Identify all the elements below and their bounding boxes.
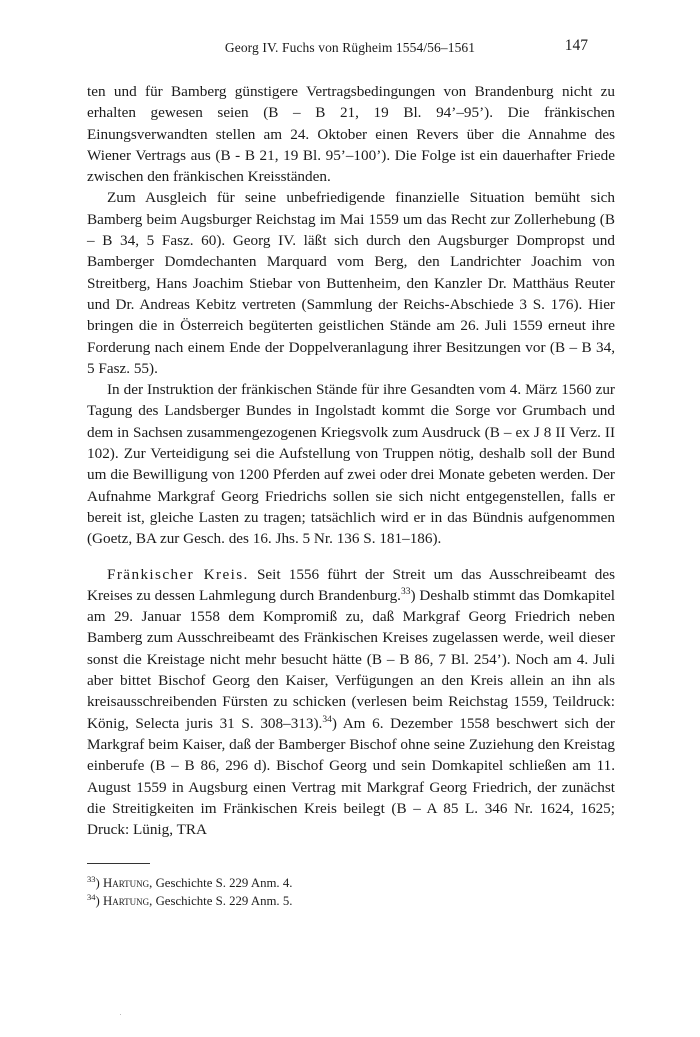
footnote-text: , Geschichte S. 229 Anm. 5. bbox=[149, 894, 293, 908]
footnote-ref-33[interactable]: 33 bbox=[400, 586, 411, 597]
paragraph-2: Zum Ausgleich für seine unbefriedigende finanzielle Situation bemüht sich Bamberg beim Augsburger Reichstag im Mai 1559 um das Recht zur Zollerhebung (B – B 34, 5 Fasz. 60). Georg IV. läßt sich durch den Augsburger Dompropst und Bamberger Domdechanten Marquard vom Berg, den Landrichter Joachim von Streitberg, Hans Joachim Stiebar von Buttenheim, den Kanzler Dr. Matthäus Reuter und Dr. Andreas Kebitz vertreten (Sammlung der Reichs-Abschiede 3 S. 176). Hier bringen die in Österreich begüterten geistlichen Stände am 26. Juli 1559 erneut ihre Forderung nach einem Ende der Doppelveranlagung ihrer Besitzungen vor (B – B 34, 5 Fasz. 55). bbox=[87, 189, 615, 377]
body-text bbox=[87, 81, 615, 840]
footnote-number: 33 bbox=[87, 874, 96, 884]
scan-speck bbox=[120, 1014, 121, 1015]
footnote-author: Hartung bbox=[102, 876, 150, 890]
footnote-mark: $^{33}$) bbox=[87, 874, 100, 890]
paragraph-4-part-c: ) Am 6. Dezember 1558 beschwert sich der Markgraf beim Kaiser, daß der Bamberger Bischof ohne seine Zuziehung den Kreistag einberufe (B – B 86, 296 d). Bischof Georg und sein Domkapitel schließen am 11. August 1559 in Augsburg einen Vertrag mit Markgraf Georg Friedrich, der zunächst die Streitigkeiten im Fränkischen Kreis beilegt (B – A 85 L. 346 Nr. 1624, 1625; Druck: Lünig, TRA bbox=[87, 714, 615, 839]
paragraph-4 bbox=[87, 564, 615, 841]
page-number: 147 bbox=[564, 37, 588, 54]
footnote-mark: $^{34}$) bbox=[87, 892, 100, 908]
footnotes bbox=[87, 874, 615, 910]
paragraph-4-part-b: ) Deshalb stimmt das Domkapitel am 29. Januar 1558 dem Kompromiß zu, daß Markgraf Georg Friedrich neben Bamberg zum Ausschreibeamt des Fränkischen Kreises zugelassen werde, weil dieser sonst die Kreistage nicht mehr besucht hätte (B – B 86, 7 Bl. 254’). Noch am 4. Juli aber bittet Bischof Georg den Kaiser, Verfügungen an den Kreis allein an ihn als kreisausschreibenden Fürsten zu schicken (verlesen beim Reichstag 1559, Teildruck: König, Selecta juris 31 S. 308–313). bbox=[87, 586, 616, 732]
footnote-34 bbox=[87, 892, 615, 910]
footnote-author: Hartung bbox=[102, 894, 150, 908]
paragraph-1: ten und für Bamberg günstigere Vertragsbedingungen von Brandenburg nicht zu erhalten gewesen seien (B – B 21, 19 Bl. 94’–95’). Die fränkischen Einungsverwandten stellen am 24. Oktober einen Revers über die Annahme des Wiener Vertrags aus (B - B 21, 19 Bl. 95’–100’). Die Folge ist ein dauerhafter Friede zwischen den fränkischen Kreisständen. bbox=[87, 83, 615, 186]
running-head: Georg IV. Fuchs von Rügheim 1554/56–1561 bbox=[224, 40, 476, 55]
footnote-text: , Geschichte S. 229 Anm. 4. bbox=[149, 876, 293, 890]
paragraph-3: In der Instruktion der fränkischen Stände für ihre Gesandten vom 4. März 1560 zur Tagung des Landsberger Bundes in Ingolstadt kommt die Sorge vor Grumbach und dem in Sachsen zusammengezogenen Kriegsvolk zum Ausdruck (B – ex J 8 II Verz. II 102). Zur Verteidigung sei die Aufstellung von Truppen nötig, deshalb soll der Bund um die Bewilligung von 1200 Pferden auf zwei oder drei Monate gebeten werden. Der Aufnahme Markgraf Georg Friedrichs sollen sie sich nicht entgegenstellen, falls er bereit ist, gleiche Lasten zu tragen; tatsächlich wird er in das Bündnis aufgenommen (Goetz, BA zur Gesch. des 16. Jhs. 5 Nr. 136 S. 181–186). bbox=[87, 381, 615, 548]
footnote-33 bbox=[87, 874, 615, 892]
footnote-number: 34 bbox=[87, 892, 96, 902]
paragraph-4-part-a: Seit 1556 führt der Streit um das Ausschreibeamt des Kreises zu dessen Lahmlegung durch Brandenburg. bbox=[87, 565, 615, 604]
section-heading-fraenkischer-kreis: Fränkischer Kreis. bbox=[107, 565, 249, 583]
footnote-ref-34[interactable]: 34 bbox=[322, 714, 332, 725]
footnote-divider bbox=[87, 863, 150, 864]
